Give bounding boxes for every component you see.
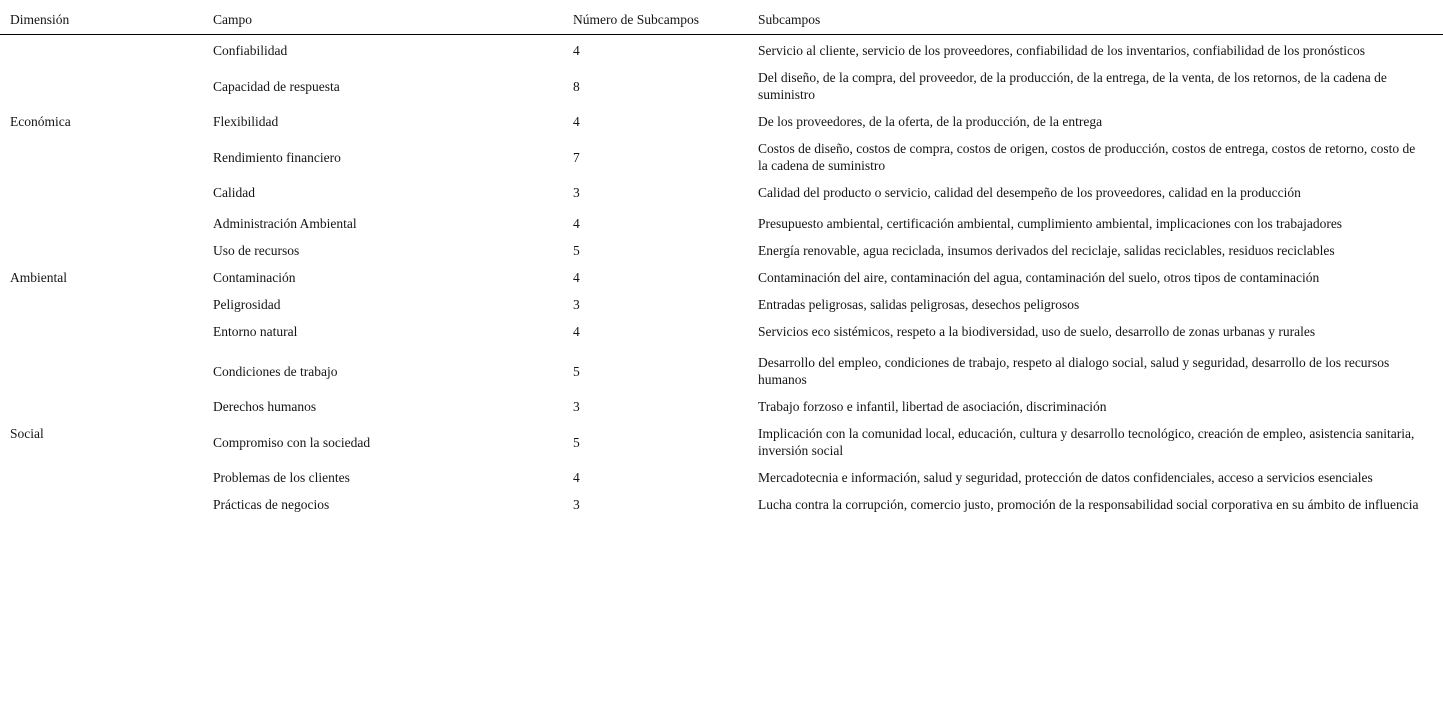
table-row [213,37,1429,64]
numero-cell: 3 [573,297,580,312]
dimension-label: Ambiental [10,270,67,285]
campo-cell: Capacidad de respuesta [213,78,340,94]
campo-cell: Flexibilidad [213,114,279,129]
column-header-campo: Campo [213,12,252,27]
numero-cell: 4 [573,216,580,231]
campo-cell: Calidad [213,185,255,200]
subcampos-cell: Calidad del producto o servicio, calidad del desempeño de los proveedores, calidad en la producción [758,185,1301,200]
subcampos-cell: Entradas peligrosas, salidas peligrosas, desechos peligrosos [758,297,1080,312]
campo-cell: Condiciones de trabajo [213,363,338,379]
numero-cell: 4 [573,114,580,129]
numero-cell: 8 [573,78,580,94]
subcampos-cell: Servicios eco sistémicos, respeto a la biodiversidad, uso de suelo, desarrollo de zonas urbanas y rurales [758,324,1316,339]
table-row [213,491,1429,518]
numero-cell: 5 [573,243,580,258]
column-header-subcampos: Subcampos [758,12,821,27]
dimension-label: Social [10,426,44,441]
campo-cell: Problemas de los clientes [213,470,350,485]
table-row [213,210,1429,237]
table-row [213,108,1429,135]
table-row [213,237,1429,264]
numero-cell: 3 [573,497,580,512]
subcampos-cell: Implicación con la comunidad local, educación, cultura y desarrollo tecnológico, creación de empleo, asistencia sanitaria, inversión social [758,426,1415,458]
numero-cell: 4 [573,270,580,285]
campo-cell: Administración Ambiental [213,216,357,231]
subcampos-cell: Servicio al cliente, servicio de los proveedores, confiabilidad de los inventarios, confiabilidad de los pronósticos [758,43,1365,58]
campo-cell: Prácticas de negocios [213,497,330,512]
table-row [213,291,1429,318]
table-row [213,420,1429,464]
table-row [213,64,1429,108]
table-row [213,135,1429,179]
table-row [213,318,1429,345]
table-row [213,264,1429,291]
numero-cell: 4 [573,470,580,485]
numero-cell: 5 [573,363,580,379]
subcampos-cell: Costos de diseño, costos de compra, costos de origen, costos de producción, costos de entrega, costos de retorno, costo de la cadena de suministro [758,141,1416,173]
numero-cell: 4 [573,324,580,339]
subcampos-cell: Trabajo forzoso e infantil, libertad de asociación, discriminación [758,399,1107,414]
subcampos-cell: Lucha contra la corrupción, comercio justo, promoción de la responsabilidad social corporativa en su ámbito de influencia [758,497,1419,512]
subcampos-cell: Presupuesto ambiental, certificación ambiental, cumplimiento ambiental, implicaciones con los trabajadores [758,216,1343,231]
campo-cell: Peligrosidad [213,297,281,312]
subcampos-cell: Del diseño, de la compra, del proveedor, de la producción, de la entrega, de la venta, de los retornos, de la cadena de suministro [758,70,1387,102]
numero-cell: 3 [573,399,580,414]
subcampos-cell: Desarrollo del empleo, condiciones de trabajo, respeto al dialogo social, salud y seguridad, desarrollo de los recursos humanos [758,355,1390,387]
campo-cell: Entorno natural [213,324,298,339]
table-row [213,393,1429,420]
subcampos-cell: Mercadotecnia e información, salud y seguridad, protección de datos confidenciales, acceso a servicios esenciales [758,470,1373,485]
dimension-group-social [0,347,1443,520]
column-header-dimension: Dimensión [10,12,70,27]
dimension-label: Económica [10,114,71,129]
campo-cell: Contaminación [213,270,296,285]
subcampos-cell: Energía renovable, agua reciclada, insumos derivados del reciclaje, salidas reciclables, residuos reciclables [758,243,1335,258]
column-header-numero: Número de Subcampos [573,12,699,27]
campo-cell: Rendimiento financiero [213,149,341,165]
numero-cell: 4 [573,43,580,58]
numero-cell: 5 [573,434,580,450]
subcampos-cell: Contaminación del aire, contaminación del agua, contaminación del suelo, otros tipos de contaminación [758,270,1320,285]
dimension-group-economica [0,35,1443,208]
table-row [213,464,1429,491]
campo-cell: Derechos humanos [213,399,317,414]
table-header-row [0,0,1443,34]
subcampos-cell: De los proveedores, de la oferta, de la producción, de la entrega [758,114,1103,129]
campo-cell: Compromiso con la sociedad [213,434,371,450]
numero-cell: 3 [573,185,580,200]
dimension-group-ambiental [0,208,1443,347]
table-row [213,179,1429,206]
campo-cell: Uso de recursos [213,243,300,258]
campo-cell: Confiabilidad [213,43,288,58]
table-row [213,349,1429,393]
numero-cell: 7 [573,149,580,165]
